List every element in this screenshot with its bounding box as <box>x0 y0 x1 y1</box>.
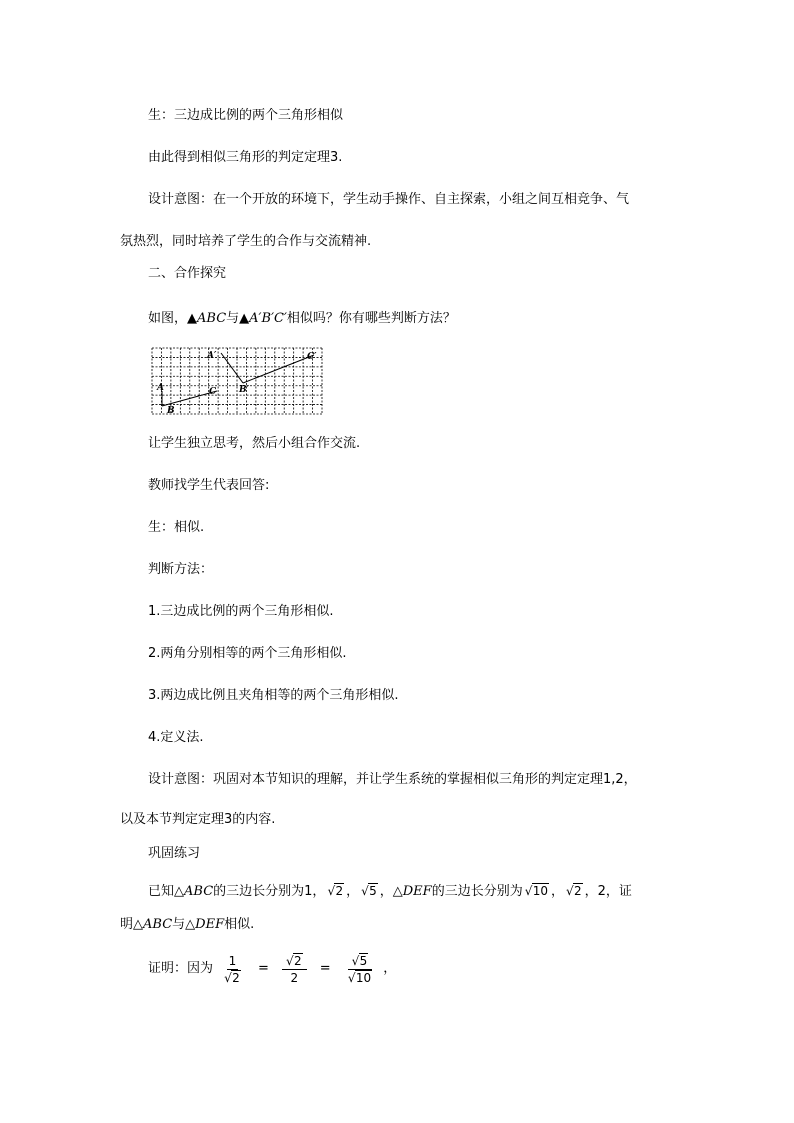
question-suffix: 相似吗？你有哪些判断方法？ <box>286 311 456 326</box>
sqrt-2: √ 2 <box>566 884 582 898</box>
paragraph-student-answer: 生：相似. <box>148 520 205 535</box>
grid-figure <box>151 347 323 415</box>
fraction-denominator: 2 <box>290 970 299 985</box>
exercise-text: 相似. <box>224 917 255 932</box>
paragraph-methods-heading: 判断方法： <box>148 562 214 577</box>
paragraph-teacher: 教师找学生代表回答: <box>148 478 270 493</box>
label-b1: B′ <box>239 385 249 395</box>
radicand: 2 <box>293 953 302 968</box>
radicand: 5 <box>369 884 377 898</box>
fraction-numerator: √ 5 <box>348 954 373 970</box>
radicand: 2 <box>232 970 240 985</box>
fraction-numerator: √ 2 <box>282 954 307 970</box>
label-c1: C′ <box>307 352 317 362</box>
equals-sign: = <box>319 961 331 976</box>
exercise-line-2 <box>120 917 254 933</box>
fraction-denominator: √ 10 <box>347 970 372 985</box>
label-a1: A′ <box>207 351 217 361</box>
triangle-a1b1c1: ▲A′B′C′ <box>239 311 287 326</box>
exercise-sep: ， <box>346 884 360 899</box>
question-prefix: 如图， <box>148 311 188 326</box>
exercise-text: 的三边长分别为1， <box>213 884 326 899</box>
fraction-1 <box>220 954 245 985</box>
method-item-3: 3.两边成比例且夹角相等的两个三角形相似. <box>148 688 399 703</box>
exercise-text: 的三边长分别为 <box>431 884 523 899</box>
proof-line <box>148 952 396 987</box>
exercise-text: 明 <box>120 917 134 932</box>
fraction-numerator: 1 <box>228 953 237 968</box>
label-a: A <box>157 383 164 393</box>
sqrt-5: √ 5 <box>361 884 377 898</box>
sqrt-2: √ 2 <box>327 884 344 898</box>
exercise-sep: ， <box>550 884 564 899</box>
paragraph-design-1: 设计意图：在一个开放的环境下，学生动手操作、自主探索，小组之间互相竞争、气 <box>148 192 630 207</box>
radicand: 5 <box>359 953 368 968</box>
fraction-3 <box>344 954 376 985</box>
equals-sign: = <box>257 961 269 976</box>
paragraph-theorem: 由此得到相似三角形的判定定理3. <box>148 150 343 165</box>
radicand: 2 <box>335 884 344 898</box>
paragraph-design-2: 设计意图：巩固对本节知识的理解，并让学生系统的掌握相似三角形的判定定理1,2， <box>148 772 637 787</box>
exercise-text: ，2，证 <box>584 884 632 899</box>
section-heading-practice: 巩固练习 <box>148 846 201 861</box>
radicand: 10 <box>355 970 372 985</box>
paragraph-answer: 生：三边成比例的两个三角形相似 <box>148 108 344 123</box>
triangle-abc: ▲ABC <box>187 311 227 326</box>
proof-tail: ， <box>383 961 397 976</box>
triangle-abc-ref: △ABC <box>133 917 173 932</box>
sqrt-10: √ 10 <box>524 884 548 898</box>
question-line <box>148 311 456 327</box>
radicand: 10 <box>532 884 548 898</box>
exercise-text: 已知 <box>148 884 175 899</box>
radicand: 2 <box>574 884 582 898</box>
method-item-4: 4.定义法. <box>148 730 204 745</box>
grid-lines <box>152 348 322 414</box>
label-b: B <box>167 406 175 415</box>
paragraph-think: 让学生独立思考，然后小组合作交流. <box>148 436 361 451</box>
question-mid: 与 <box>226 311 240 326</box>
method-item-2: 2.两角分别相等的两个三角形相似. <box>148 646 347 661</box>
section-heading-cooperation: 二、合作探究 <box>148 266 227 281</box>
triangle-abc-ref: △ABC <box>174 884 214 899</box>
exercise-text: 与 <box>172 917 186 932</box>
exercise-line-1 <box>148 883 632 900</box>
paragraph-design-2-cont: 以及本节判定定理3的内容. <box>120 812 276 827</box>
triangle-def-ref: △DEF <box>185 917 225 932</box>
triangle-def-ref: △DEF <box>392 884 432 899</box>
exercise-sep: ， <box>379 884 393 899</box>
paragraph-design-1-cont: 氛热烈，同时培养了学生的合作与交流精神. <box>120 234 372 249</box>
fraction-denominator: √ 2 <box>224 970 240 985</box>
fraction-2 <box>282 954 307 985</box>
label-c: C <box>209 387 217 397</box>
method-item-1: 1.三边成比例的两个三角形相似. <box>148 604 334 619</box>
proof-prefix: 证明：因为 <box>148 961 214 976</box>
